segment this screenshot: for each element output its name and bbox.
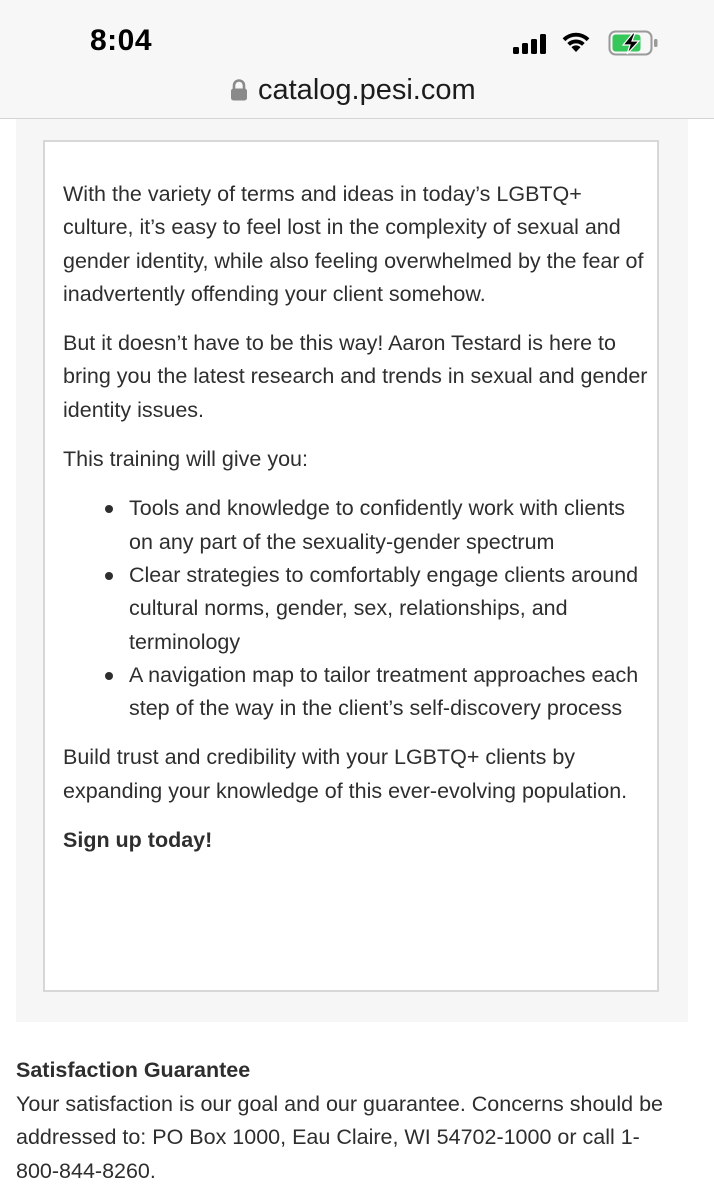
closing-paragraph: Build trust and credibility with your LGBTQ+ clients by expanding your knowledge of this ever-evolving population. <box>63 745 628 803</box>
battery-charging-icon <box>608 30 660 56</box>
promise-paragraph: But it doesn’t have to be this way! Aaron Testard is here to bring you the latest research and trends in sexual and gender identity issues. <box>63 331 648 422</box>
lock-icon <box>230 79 248 101</box>
address-bar[interactable] <box>0 70 714 119</box>
satisfaction-guarantee <box>16 1054 676 1188</box>
list-item: Tools and knowledge to confidently work with clients on any part of the sexuality-gender spectrum <box>129 492 649 559</box>
status-bar <box>0 0 714 70</box>
sign-up-cta: Sign up today! <box>63 828 213 853</box>
list-item: Clear strategies to comfortably engage clients around cultural norms, gender, sex, relationships, and terminology <box>129 559 649 659</box>
list-intro: This training will give you: <box>63 447 308 472</box>
guarantee-body: Your satisfaction is our goal and our guarantee. Concerns should be addressed to: PO Box 1000, Eau Claire, WI 54702-1000 or call 1-800-844-8260. <box>16 1091 664 1183</box>
cellular-signal-icon <box>513 34 547 54</box>
list-item: A navigation map to tailor treatment approaches each step of the way in the client’s self-discovery process <box>129 659 649 726</box>
course-description-section <box>16 119 688 1022</box>
guarantee-title: Satisfaction Guarantee <box>16 1058 251 1082</box>
status-time: 8:04 <box>90 24 153 57</box>
benefits-list <box>63 492 649 725</box>
description-card <box>43 140 659 992</box>
url-text[interactable]: catalog.pesi.com <box>258 73 476 106</box>
intro-paragraph: With the variety of terms and ideas in today’s LGBTQ+ culture, it’s easy to feel lost in the complexity of sexual and gender identity, while also feeling overwhelmed by the fear of inadvertently offending your client somehow. <box>63 182 644 306</box>
wifi-icon <box>560 28 592 54</box>
